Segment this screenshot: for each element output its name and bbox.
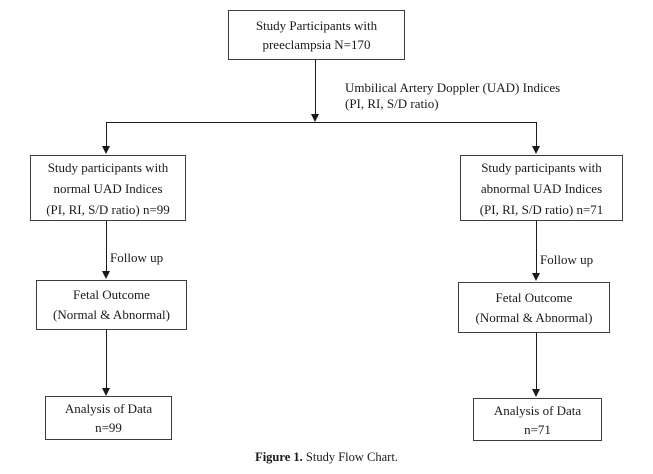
arrowhead-left-analysis xyxy=(102,388,110,396)
box-normal-uad xyxy=(30,155,186,221)
connector-right-followup xyxy=(536,221,537,274)
arrowhead-left-branch xyxy=(102,146,110,154)
split-label-line1: Umbilical Artery Doppler (UAD) Indices xyxy=(345,80,561,95)
arrowhead-right-analysis xyxy=(532,389,540,397)
box-abnormal-uad-line1: Study participants with xyxy=(481,159,602,175)
box-analysis-right xyxy=(473,398,602,441)
box-fetal-outcome-right xyxy=(458,282,610,333)
box-analysis-left xyxy=(45,396,172,440)
figure-caption-prefix: Figure 1. xyxy=(255,450,303,464)
figure-caption xyxy=(0,450,653,465)
box-analysis-left-line2: n=99 xyxy=(95,420,122,435)
box-study-participants-line1: Study Participants with xyxy=(255,18,378,33)
connector-split-horizontal xyxy=(106,122,537,123)
box-normal-uad-line1: Study participants with xyxy=(47,159,169,175)
box-abnormal-uad-line2: abnormal UAD Indices xyxy=(480,180,603,196)
arrowhead-top-split xyxy=(311,114,319,122)
follow-up-label-right: Follow up xyxy=(540,252,594,267)
connector-left-followup xyxy=(106,221,107,272)
box-fetal-outcome-left-line2: (Normal & Abnormal) xyxy=(53,307,170,322)
box-abnormal-uad xyxy=(460,155,623,221)
box-analysis-left-line1: Analysis of Data xyxy=(64,401,153,416)
box-fetal-outcome-right-line1: Fetal Outcome xyxy=(495,289,573,305)
box-study-participants-line2: preeclampsia N=170 xyxy=(262,37,371,52)
arrowhead-right-fetal xyxy=(532,273,540,281)
box-normal-uad-line3: (PI, RI, S/D ratio) n=99 xyxy=(46,201,170,217)
box-normal-uad-line2: normal UAD Indices xyxy=(53,180,163,196)
box-analysis-right-line1: Analysis of Data xyxy=(493,402,582,418)
box-analysis-right-line2: n=71 xyxy=(524,421,551,437)
arrowhead-left-fetal xyxy=(102,271,110,279)
split-label xyxy=(345,80,560,112)
connector-right-drop xyxy=(536,122,537,147)
box-fetal-outcome-right-line2: (Normal & Abnormal) xyxy=(475,309,593,325)
connector-top-vertical xyxy=(315,60,316,115)
split-label-line2: (PI, RI, S/D ratio) xyxy=(345,96,439,111)
box-study-participants xyxy=(228,10,405,60)
figure-caption-text: Study Flow Chart. xyxy=(302,450,398,464)
connector-right-analysis xyxy=(536,333,537,390)
arrowhead-right-branch xyxy=(532,146,540,154)
connector-left-analysis xyxy=(106,330,107,389)
follow-up-label-left: Follow up xyxy=(110,250,164,265)
box-fetal-outcome-left-line1: Fetal Outcome xyxy=(73,287,150,302)
connector-left-drop xyxy=(106,122,107,147)
box-fetal-outcome-left xyxy=(36,280,187,330)
box-abnormal-uad-line3: (PI, RI, S/D ratio) n=71 xyxy=(479,201,604,217)
